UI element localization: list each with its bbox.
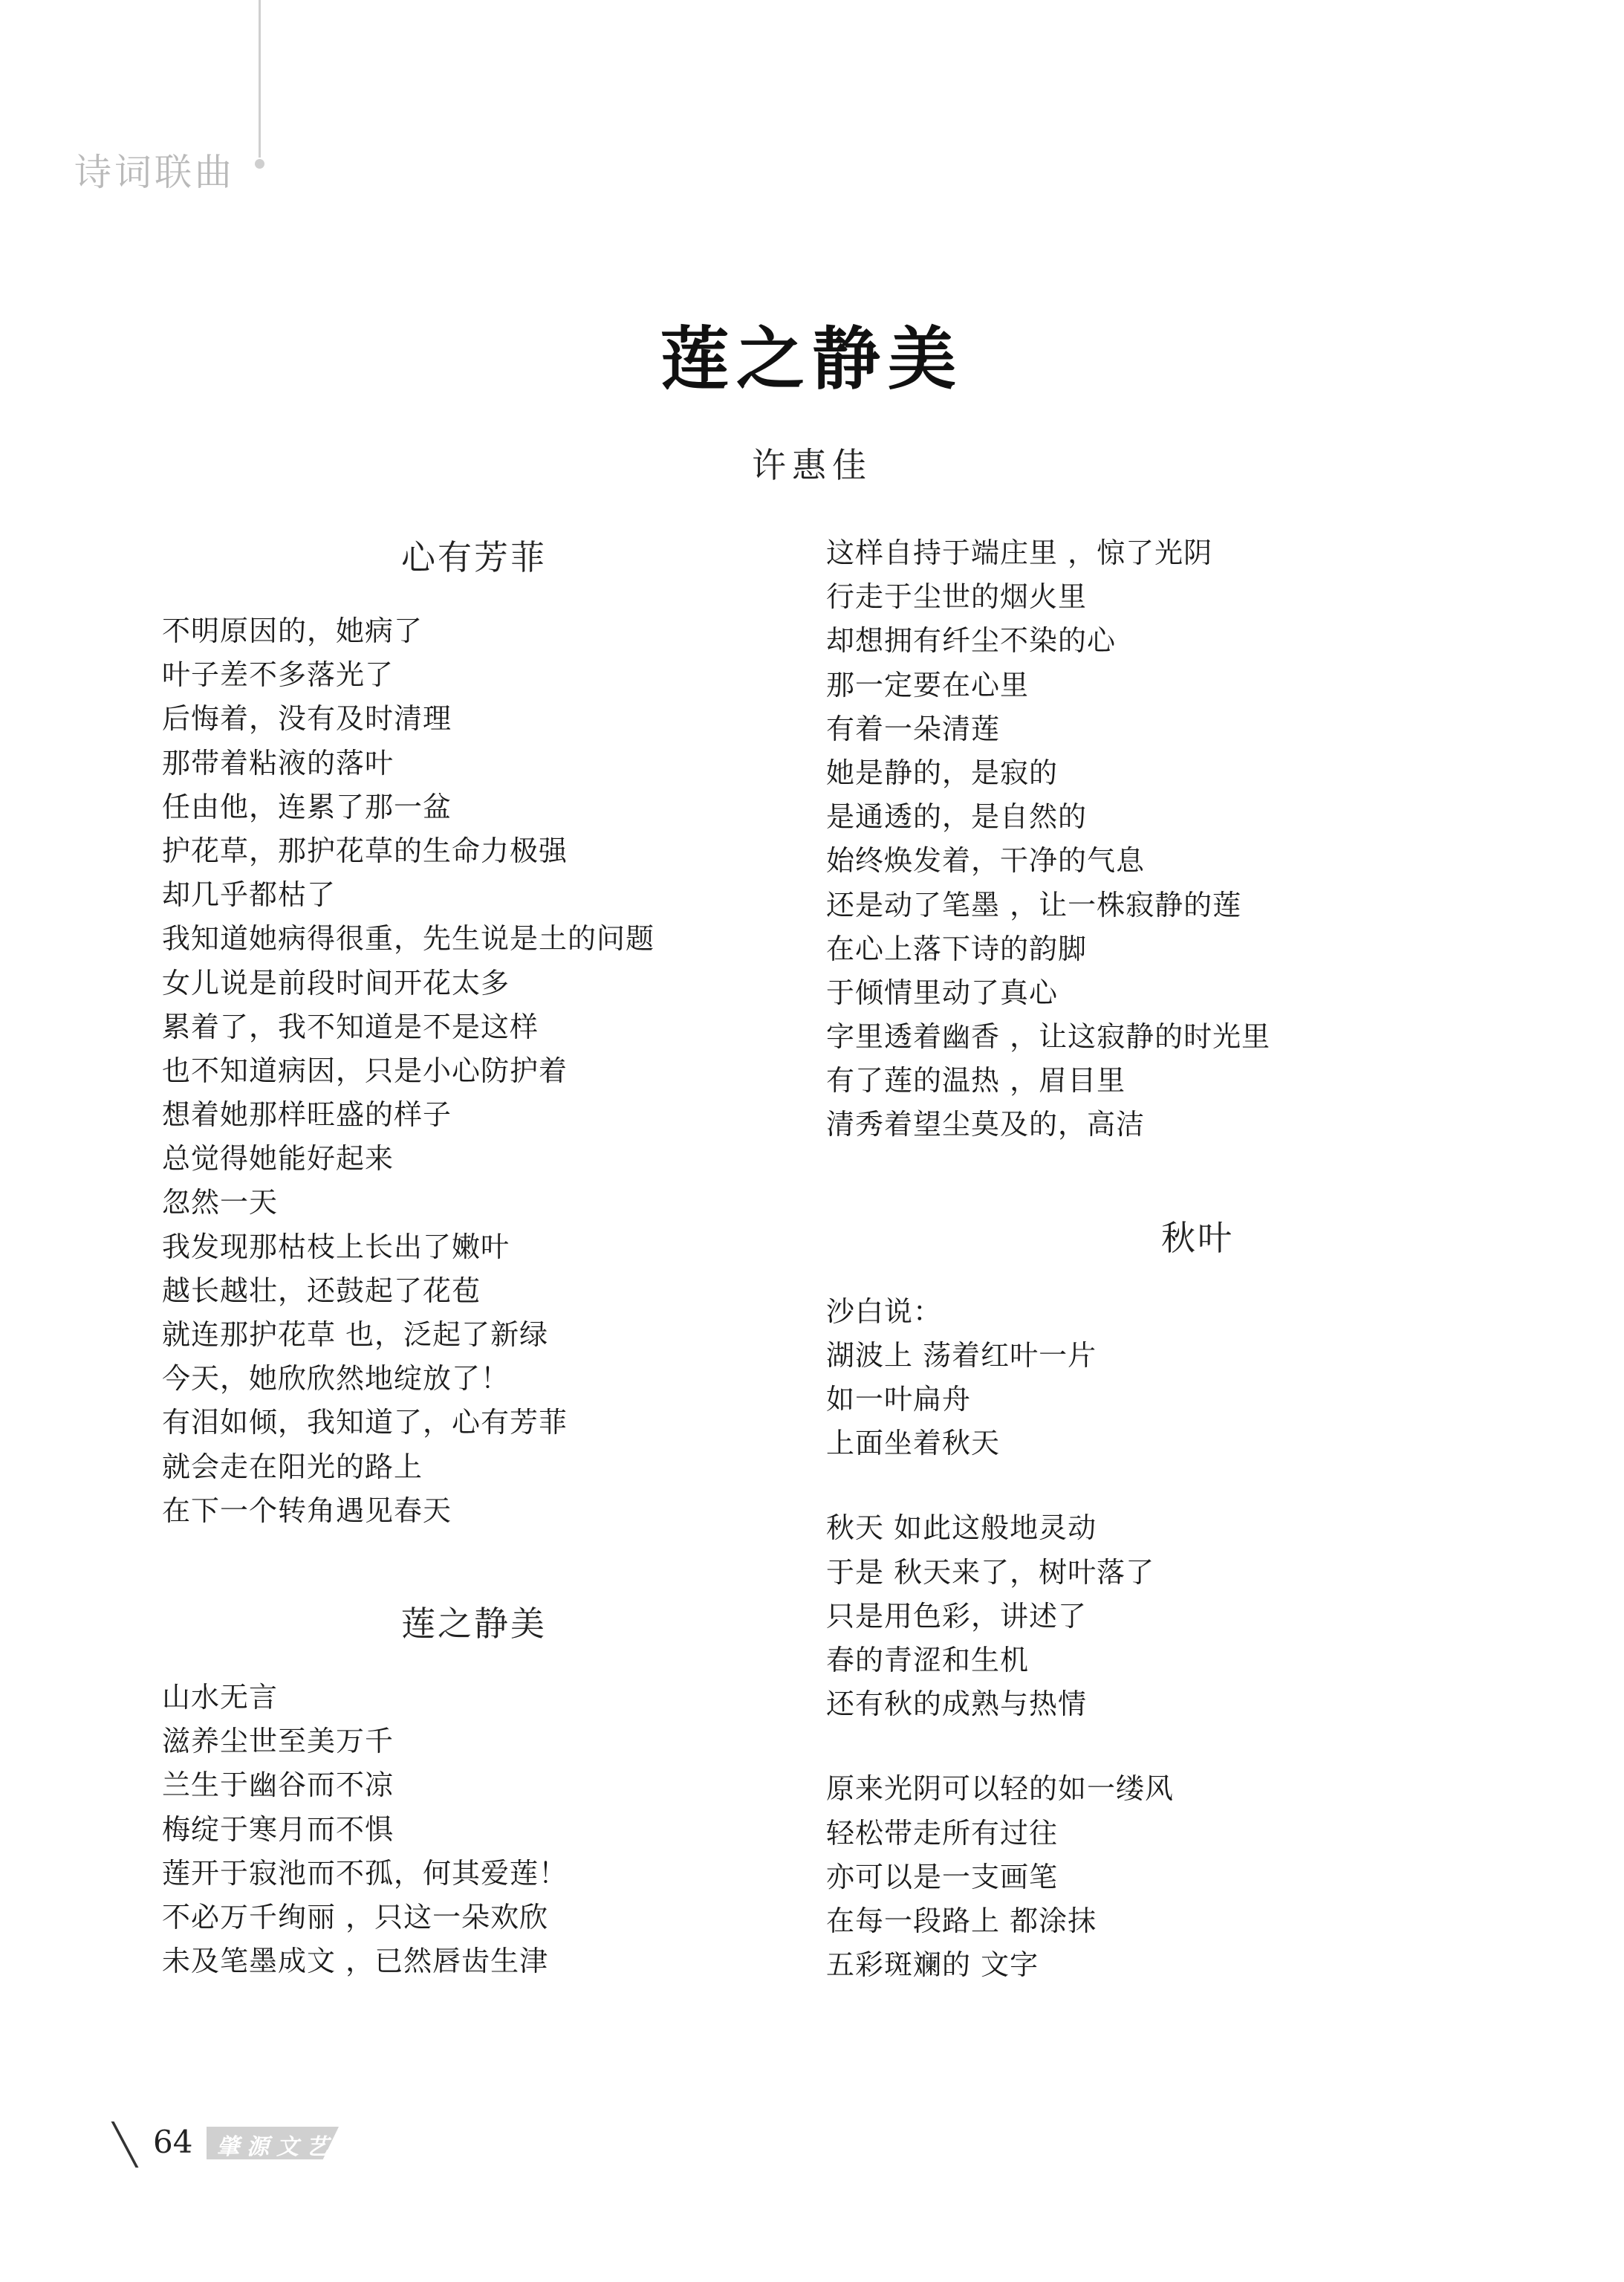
poem-line: 于倾情里动了真心 (826, 976, 1059, 1009)
poem-line: 如一叶扁舟 (826, 1383, 972, 1416)
poem-line: 这样自持于端庄里 ，惊了光阴 (826, 537, 1213, 569)
poem-line: 滋养尘世至美万千 (162, 1725, 394, 1758)
poem-line: 字里透着幽香 ，让这寂静的时光里 (826, 1020, 1271, 1054)
poem-line: 只是用色彩，讲述了 (826, 1599, 1088, 1633)
article-title: 莲之静美 (660, 319, 964, 399)
poem-line: 总觉得她能好起来 (162, 1142, 394, 1176)
poem-body-xinyoufangfei (162, 609, 801, 1533)
poem-line: 护花草，那护花草的生命力极强 (162, 834, 568, 867)
poem-line: 湖波上 荡着红叶一片 (826, 1338, 1097, 1372)
poem-line: 原来光阴可以轻的如一缕风 (826, 1772, 1175, 1806)
poem-line: 那一定要在心里 (826, 668, 1030, 701)
poem-line: 于是 秋天来了，树叶落了 (826, 1555, 1155, 1589)
poem-line: 我知道她病得很重，先生说是土的问题 (162, 922, 655, 956)
poem-line: 五彩斑斓的 文字 (826, 1948, 1039, 1982)
poem-line: 梅绽于寒月而不惧 (162, 1812, 394, 1846)
poem-line: 任由他，连累了那一盆 (162, 790, 452, 823)
poem-body-qiuye (826, 1290, 1495, 1988)
poem-line: 今天，她欣欣然地绽放了！ (162, 1362, 510, 1396)
poem-line: 亦可以是一支画笔 (826, 1860, 1059, 1893)
poem-line: 越长越壮，还鼓起了花苞 (162, 1274, 481, 1307)
poem-line: 后悔着，没有及时清理 (162, 702, 452, 736)
poem-body-lianzhijingmei-continued (826, 531, 1495, 1147)
stanza-break (826, 1726, 1495, 1767)
poem-body-lianzhijingmei (162, 1676, 801, 1983)
poem-line: 山水无言 (162, 1680, 279, 1714)
poem-separator (826, 1147, 1495, 1216)
poem-line: 有了莲的温热 ，眉目里 (826, 1064, 1126, 1098)
poem-separator (162, 1533, 801, 1601)
poem-line: 却几乎都枯了 (162, 878, 337, 912)
poem-line: 清秀着望尘莫及的，高洁 (826, 1108, 1146, 1141)
poem-line: 在心上落下诗的韵脚 (826, 932, 1088, 965)
poem-line: 春的青涩和生机 (826, 1643, 1030, 1676)
poem-line: 在下一个转角遇见春天 (162, 1494, 452, 1527)
poem-line: 也不知道病因，只是小心防护着 (162, 1054, 568, 1087)
poem-line: 还是动了笔墨 ，让一株寂静的莲 (826, 888, 1242, 921)
poem-line: 累着了，我不知道是不是这样 (162, 1010, 539, 1043)
poem-line: 她是静的，是寂的 (826, 756, 1059, 789)
footer-brand: 肇源文艺 (217, 2134, 336, 2160)
poem-line: 不必万千绚丽 ，只这一朵欢欣 (162, 1900, 549, 1933)
poem-line: 秋天 如此这般地灵动 (826, 1511, 1097, 1545)
poem-line: 上面坐着秋天 (826, 1427, 1001, 1460)
poem-line: 莲开于寂池而不孤，何其爱莲！ (162, 1856, 568, 1890)
article-author: 许惠佳 (752, 445, 872, 485)
page-number: 64 (153, 2124, 193, 2160)
poem-line: 就会走在阳光的路上 (162, 1450, 423, 1483)
poem-line: 不明原因的，她病了 (162, 615, 423, 647)
poem-title-xinyoufangfei: 心有芳菲 (401, 537, 547, 577)
poem-line: 有着一朵清莲 (826, 712, 1001, 745)
poem-line: 就连那护花草 也，泛起了新绿 (162, 1318, 549, 1351)
poem-line: 轻松带走所有过往 (826, 1816, 1059, 1850)
left-column (162, 535, 801, 1983)
poem-title-qiuye: 秋叶 (1161, 1217, 1234, 1258)
poem-line: 行走于尘世的烟火里 (826, 580, 1088, 614)
right-column (826, 531, 1495, 1987)
poem-line: 叶子差不多落光了 (162, 658, 394, 692)
footer-slash (111, 2121, 139, 2168)
poem-line: 是通透的，是自然的 (826, 800, 1088, 834)
header-rule (259, 0, 261, 158)
poem-title-lianzhijingmei: 莲之静美 (401, 1603, 547, 1644)
poem-line: 忽然一天 (162, 1186, 279, 1219)
section-label: 诗词联曲 (74, 151, 235, 194)
poem-line: 沙白说： (826, 1294, 943, 1328)
poem-line: 想着她那样旺盛的样子 (162, 1098, 452, 1132)
stanza-break (826, 1465, 1495, 1506)
poem-line: 有泪如倾，我知道了，心有芳菲 (162, 1406, 568, 1439)
poem-line: 我发现那枯枝上长出了嫩叶 (162, 1230, 510, 1263)
poem-line: 兰生于幽谷而不凉 (162, 1769, 394, 1802)
poem-line: 那带着粘液的落叶 (162, 746, 394, 779)
poem-line: 在每一段路上 都涂抹 (826, 1904, 1097, 1937)
poem-line: 未及笔墨成文 ，已然唇齿生津 (162, 1945, 549, 1978)
poem-line: 却想拥有纤尘不染的心 (826, 624, 1117, 658)
poem-line: 始终焕发着，干净的气息 (826, 844, 1146, 878)
header-rule-dot (255, 159, 264, 169)
poem-line: 女儿说是前段时间开花太多 (162, 966, 510, 999)
poem-line: 还有秋的成熟与热情 (826, 1688, 1088, 1721)
